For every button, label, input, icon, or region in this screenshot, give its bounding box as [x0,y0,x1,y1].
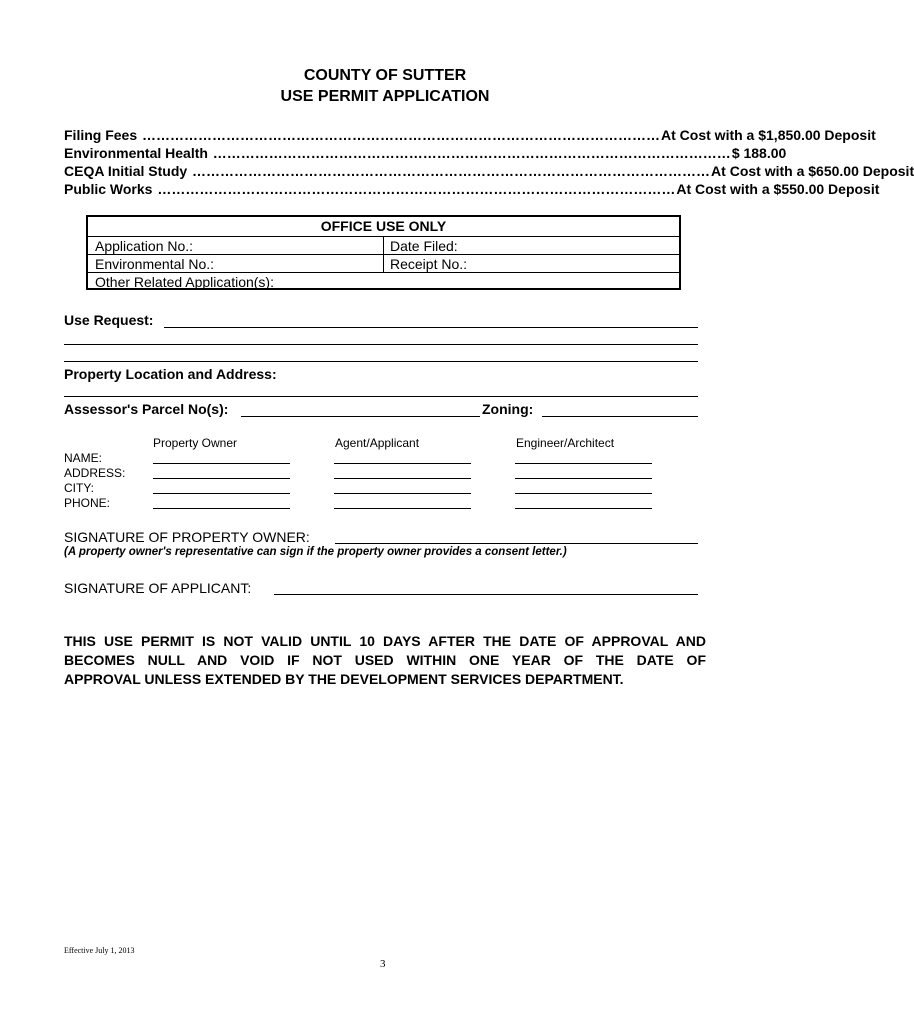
agent-city-input[interactable] [334,493,471,494]
column-header-property-owner: Property Owner [153,436,238,450]
date-filed-field: Date Filed: [390,238,458,254]
fee-label: Public Works [64,181,153,197]
receipt-no-field: Receipt No.: [390,256,468,272]
use-request-label: Use Request: [64,312,154,328]
applicant-signature-input[interactable] [274,594,698,595]
fee-row-environmental [64,143,787,161]
office-use-box [86,215,681,290]
agent-name-input[interactable] [334,463,471,464]
property-location-input[interactable] [64,396,698,397]
office-use-heading: OFFICE USE ONLY [320,218,447,234]
fee-amount: At Cost with a $550.00 Deposit [676,181,880,197]
use-request-input-line3[interactable] [64,361,698,362]
owner-signature-note: (A property owner's representative can sign if the property owner provides a consent letter.) [64,546,567,558]
use-request-input-line2[interactable] [64,344,698,345]
row-label-address: ADDRESS: [64,466,126,480]
leader-dots: ………………………………………………………………………………………………… [208,145,731,161]
fee-amount: At Cost with a $1,850.00 Deposit [661,127,876,143]
assessor-parcel-label: Assessor's Parcel No(s): [64,401,229,417]
agent-phone-input[interactable] [334,508,471,509]
owner-signature-input[interactable] [335,543,698,544]
applicant-signature-label: SIGNATURE OF APPLICANT: [64,580,252,596]
fee-amount: $ 188.00 [731,145,787,161]
assessor-parcel-input[interactable] [241,416,480,417]
other-related-field: Other Related Application(s): [95,274,274,290]
column-header-engineer: Engineer/Architect [516,436,615,450]
fee-row-filing [64,125,876,143]
zoning-label: Zoning: [482,401,534,417]
owner-name-input[interactable] [153,463,290,464]
leader-dots: ………………………………………………………………………………………………… [153,181,676,197]
row-label-name: NAME: [64,451,103,465]
leader-dots: ………………………………………………………………………………………………… [138,127,661,143]
divider [383,236,384,273]
engineer-address-input[interactable] [515,478,652,479]
effective-date: Effective July 1, 2013 [64,946,135,955]
application-no-field: Application No.: [95,238,194,254]
fee-label: Environmental Health [64,145,208,161]
page-number: 3 [380,958,386,970]
leader-dots: ………………………………………………………………………………………………… [188,163,711,179]
engineer-city-input[interactable] [515,493,652,494]
owner-address-input[interactable] [153,478,290,479]
fee-label: CEQA Initial Study [64,163,188,179]
validity-warning-line1: THIS USE PERMIT IS NOT VALID UNTIL 10 DAYS AFTER THE DATE OF APPROVAL AND [64,633,706,649]
owner-phone-input[interactable] [153,508,290,509]
zoning-input[interactable] [542,416,698,417]
validity-warning-line2: BECOMES NULL AND VOID IF NOT USED WITHIN ONE YEAR OF THE DATE OF [64,652,706,668]
fee-row-ceqa [64,161,914,179]
page-title: COUNTY OF SUTTER [303,67,467,84]
validity-warning-line3: APPROVAL UNLESS EXTENDED BY THE DEVELOPMENT SERVICES DEPARTMENT. [64,671,624,687]
agent-address-input[interactable] [334,478,471,479]
fee-label: Filing Fees [64,127,138,143]
row-label-city: CITY: [64,481,95,495]
column-header-agent: Agent/Applicant [335,436,420,450]
owner-city-input[interactable] [153,493,290,494]
property-location-label: Property Location and Address: [64,366,277,382]
fee-amount: At Cost with a $650.00 Deposit [711,163,914,179]
engineer-phone-input[interactable] [515,508,652,509]
row-label-phone: PHONE: [64,496,111,510]
page-subtitle: USE PERMIT APPLICATION [280,88,490,105]
engineer-name-input[interactable] [515,463,652,464]
owner-signature-label: SIGNATURE OF PROPERTY OWNER: [64,529,310,545]
fee-row-public-works [64,179,880,197]
environmental-no-field: Environmental No.: [95,256,215,272]
use-request-input[interactable] [164,327,698,328]
